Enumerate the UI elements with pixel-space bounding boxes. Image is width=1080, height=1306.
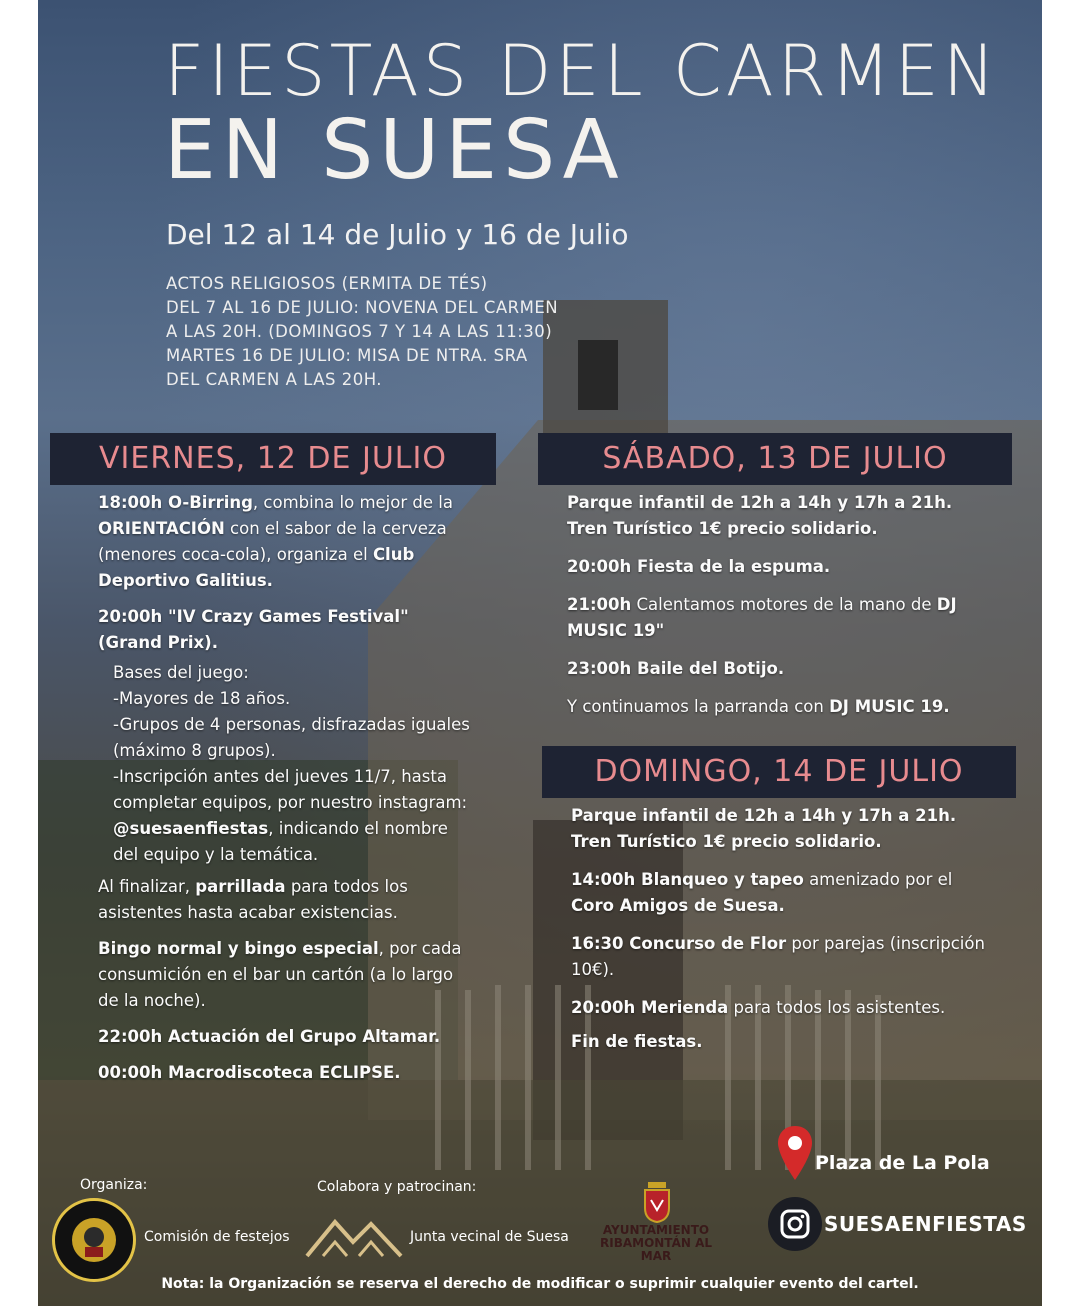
friday-event-3: Al finalizar, parrillada para todos los asistentes hasta acabar existencias.: [98, 877, 408, 922]
religious-line: A LAS 20H. (DOMINGOS 7 Y 14 A LAS 11:30): [166, 322, 553, 341]
festival-dates: Del 12 al 14 de Julio y 16 de Julio: [166, 218, 629, 251]
religious-acts: [166, 272, 558, 392]
saturday-event-1: Parque infantil de 12h a 14h y 17h a 21h. Tren Turístico 1€ precio solidario.: [567, 493, 953, 538]
rule-item: -Grupos de 4 personas, disfrazadas iguales (máximo 8 grupos).: [113, 715, 470, 760]
sunday-event-1: Parque infantil de 12h a 14h y 17h a 21h. Tren Turístico 1€ precio solidario.: [571, 806, 957, 851]
saturday-events: [567, 490, 987, 730]
rule-item: -Mayores de 18 años.: [113, 689, 291, 708]
friday-event-6: 00:00h Macrodiscoteca ECLIPSE.: [98, 1063, 401, 1082]
sunday-event-2: 14:00h Blanqueo y tapeo amenizado por el Coro Amigos de Suesa.: [571, 870, 953, 915]
instagram-badge[interactable]: [768, 1197, 822, 1251]
comision-label: Comisión de festejos: [144, 1229, 290, 1245]
location-label: Plaza de La Pola: [815, 1152, 990, 1174]
mountains-logo: [305, 1216, 403, 1258]
title-line-2: EN SUESA: [164, 103, 625, 198]
coat-of-arms-icon: [642, 1180, 672, 1224]
friday-event-5: 22:00h Actuación del Grupo Altamar.: [98, 1027, 441, 1046]
organiza-label: Organiza:: [80, 1177, 148, 1193]
saturday-event-4: 23:00h Baile del Botijo.: [567, 659, 785, 678]
ayuntamiento-logo: [594, 1224, 718, 1263]
title-line-1: FIESTAS DEL CARMEN: [164, 30, 1000, 112]
instagram-handle[interactable]: SUESAENFIESTAS: [824, 1212, 1027, 1236]
comision-logo: [52, 1198, 136, 1282]
colabora-label: Colabora y patrocinan:: [317, 1179, 477, 1195]
instagram-icon: [768, 1197, 822, 1251]
friday-heading: VIERNES, 12 DE JULIO: [50, 433, 496, 485]
rules-title: Bases del juego:: [113, 663, 249, 682]
location-pin-icon: [776, 1124, 814, 1182]
disclaimer-note: Nota: la Organización se reserva el derecho de modificar o suprimir cualquier evento del cartel.: [161, 1276, 919, 1292]
comision-logo-art: [55, 1201, 133, 1279]
sunday-events: [571, 803, 991, 1065]
rule-item: -Inscripción antes del jueves 11/7, hasta completar equipos, por nuestro instagram: @suesaenfiestas, indicando el nombre del equipo y la temática.: [113, 767, 468, 864]
ayuntamiento-line-1: AYUNTAMIENTO: [602, 1223, 710, 1237]
friday-event-4: Bingo normal y bingo especial, por cada consumición en el bar un cartón (a lo largo de la noche).: [98, 939, 462, 1010]
friday-event-1: 18:00h O-Birring, combina lo mejor de la ORIENTACIÓN con el sabor de la cerveza (menores coca-cola), organiza el Club Deportivo Galitius.: [98, 493, 453, 590]
saturday-event-3: 21:00h Calentamos motores de la mano de DJ MUSIC 19": [567, 595, 957, 640]
religious-line: DEL 7 AL 16 DE JULIO: NOVENA DEL CARMEN: [166, 298, 559, 317]
friday-event-2: 20:00h "IV Crazy Games Festival" (Grand Prix).: [98, 607, 409, 652]
friday-events: [98, 490, 478, 1096]
religious-line: DEL CARMEN A LAS 20H.: [166, 370, 383, 389]
saturday-event-5: Y continuamos la parranda con DJ MUSIC 19.: [567, 697, 950, 716]
sunday-event-5: Fin de fiestas.: [571, 1032, 703, 1051]
poster: [38, 0, 1042, 1306]
game-rules: [98, 660, 478, 868]
religious-line: MARTES 16 DE JULIO: MISA DE NTRA. SRA: [166, 346, 528, 365]
sunday-event-4: 20:00h Merienda para todos los asistentes.: [571, 998, 946, 1017]
sunday-heading: DOMINGO, 14 DE JULIO: [542, 746, 1016, 798]
saturday-heading: SÁBADO, 13 DE JULIO: [538, 433, 1012, 485]
saturday-event-2: 20:00h Fiesta de la espuma.: [567, 557, 831, 576]
religious-line: ACTOS RELIGIOSOS (ERMITA DE TÉS): [166, 274, 488, 293]
ayuntamiento-line-2: RIBAMONTÁN AL MAR: [599, 1236, 713, 1263]
junta-label: Junta vecinal de Suesa: [410, 1229, 569, 1245]
sunday-event-3: 16:30 Concurso de Flor por parejas (inscripción 10€).: [571, 934, 985, 979]
